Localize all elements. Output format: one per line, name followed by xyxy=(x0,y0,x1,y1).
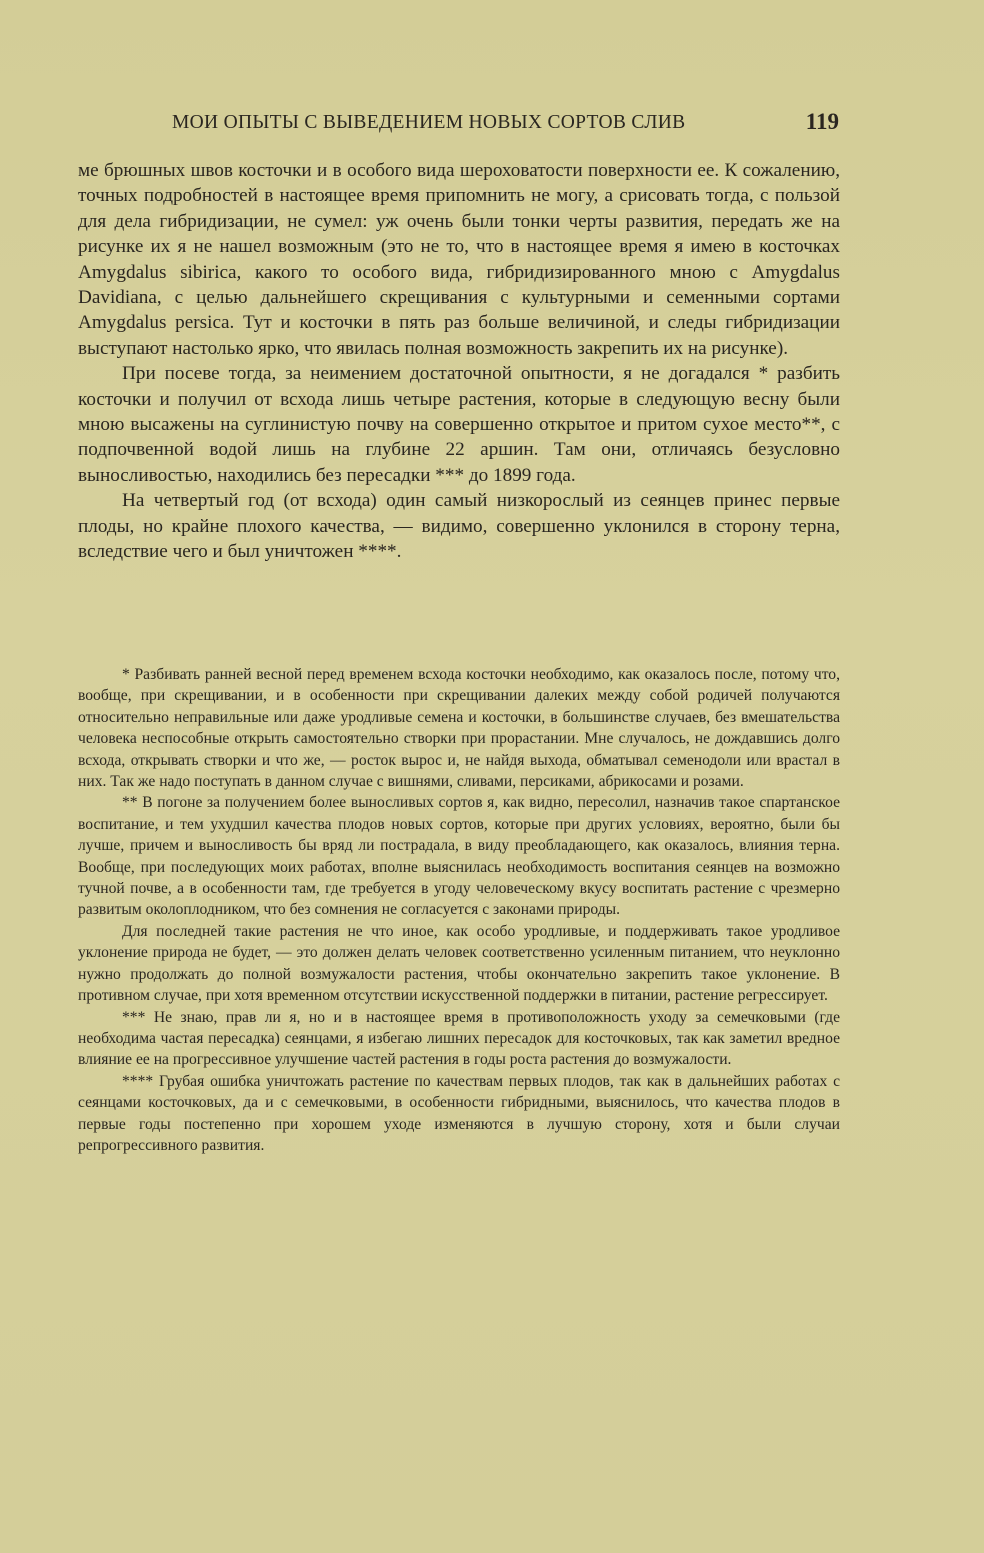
footnote: **** Грубая ошибка уничтожать растение по качествам первых плодов, так как в дальнейших работах с сеянцами косточковых, да и с семечковыми, в особенности гибридными, выяснилось, что качества плодов в первые годы постепенно при хорошем уходе изменяются в лучшую сторону, хотя и были случаи репрогрессивного развития. xyxy=(78,1072,840,1154)
footnote: ** В погоне за получением более выносливых сортов я, как видно, пересолил, назначив такое спартанское воспитание, и тем ухудшил качества плодов новых сортов, которые при других условиях, вероятно, были бы лучше, причем и выносливость бы вряд ли пострадала, в виду преобладающего, как оказалось, влияния терна. Вообще, при последующих моих работах, вполне выяснилась необходимость воспитания сеянцев на возможно тучной почве, а в особенности там, где требуется в угоду человеческому вкусу воспитать растение с чрезмерно развитым околоплодником, что без сомнения не согласуется с законами природы. xyxy=(78,794,840,919)
paragraph: На четвертый год (от всхода) один самый низкорослый из сеянцев принес первые плоды, но крайне плохого качества, — видимо, совершенно уклонился в сторону терна, вследствие чего и был уничтожен ****. xyxy=(78,490,840,563)
footnote: * Разбивать ранней весной перед временем всхода косточки необходимо, как оказалось после, потому что, вообще, при скрещивании, и в особенности при скрещивании далеких между собой родичей получаются относительно неправильные или даже уродливые семена и косточки, в большинстве случаев, без вмешательства человека неспособные открыть самостоятельно створки при прорастании. Мне случалось, не дождавшись долго всхода, открывать створки и что же, — росток вырос и, не найдя выхода, обматывал семенодоли или врастал в них. Так же надо поступать в данном случае с вишнями, сливами, персиками, абрикосами и розами. xyxy=(78,666,840,791)
running-title: МОИ ОПЫТЫ С ВЫВЕДЕНИЕМ НОВЫХ СОРТОВ СЛИВ xyxy=(172,112,686,133)
footnote: *** Не знаю, прав ли я, но и в настоящее время в противоположность уходу за семечковыми (где необходима частая пересадка) сеянцами, я избегаю лишних пересадок для косточковых, так как заметил вредное влияние ее на прогрессивное улучшение частей растения в годы роста растения до возмужалости. xyxy=(78,1008,840,1069)
page-number: 119 xyxy=(805,109,839,134)
footnote: Для последней такие растения не что иное, как особо уродливые, и поддерживать такое уродливое уклонение природа не будет, — это должен делать человек соответственно усиленным питанием, что неуклонно нужно продолжать до полной возмужалости растения, чтобы окончательно закрепить такое уклонение. В противном случае, при хотя временном отсутствии искусственной поддержки в питании, растение регрессирует. xyxy=(78,922,840,1005)
page-header xyxy=(78,109,839,138)
paragraph: ме брюшных швов косточки и в особого вида шероховатости поверхности ее. К сожалению, точных подробностей в настоящее время припомнить не могу, а срисовать тогда, с пользой для дела гибридизации, не сумел: уж очень были тонки черты развития, передать же на рисунке их я не нашел возможным (это не то, что в настоящее время я имею в косточках Amygdalus sibirica, какого то особого вида, гибридизированного мною с Amygdalus Davidiana, с целью дальнейшего скрещивания с культурными и семенными сортами Amygdalus persica. Тут и косточки в пять раз больше величиной, и следы гибридизации выступают настолько ярко, что явилась полная возможность закрепить их на рисунке). xyxy=(78,160,840,359)
paragraph: При посеве тогда, за неимением достаточной опытности, я не догадался * разбить косточки и получил от всхода лишь четыре растения, которые в следующую весну были мною высажены на суглинистую почву на совершенно открытое и притом сухое место**, с подпочвенной водой лишь на глубине 22 аршин. Там они, отличаясь безусловно выносливостью, находились без пересадки *** до 1899 года. xyxy=(78,363,840,486)
main-text xyxy=(78,158,840,565)
footnotes xyxy=(78,664,840,1156)
